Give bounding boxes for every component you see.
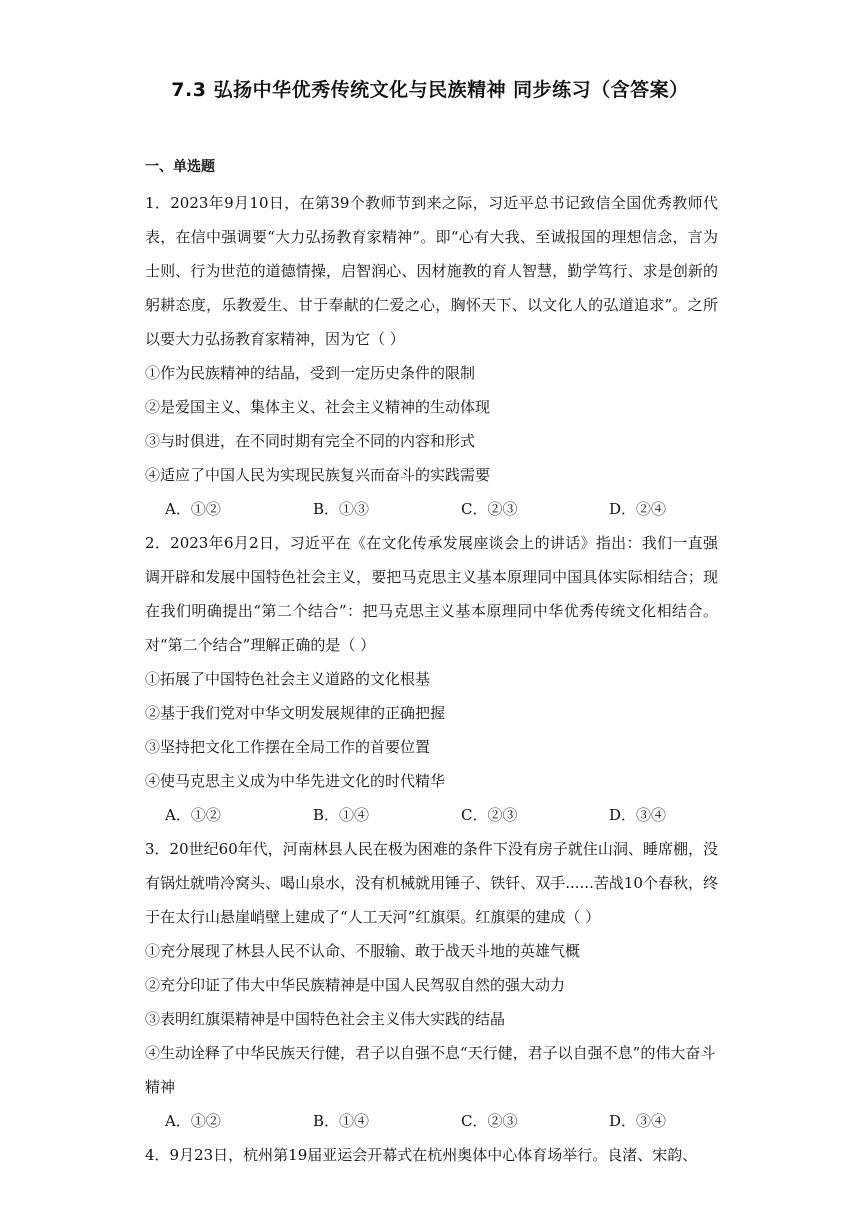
choice-a: A．①② (165, 806, 221, 824)
question-2 (145, 526, 718, 832)
question-option: ③表明红旗渠精神是中国特色社会主义伟大实践的结晶 (145, 1010, 506, 1028)
choice-b: B．①④ (313, 806, 370, 824)
choice-c: C．②③ (461, 1112, 518, 1130)
question-stem: 1．2023年9月10日，在第39个教师节到来之际，习近平总书记致信全国优秀教师代表，在信中强调要“大力弘扬教育家精神”。即“心有大我、至诚报国的理想信念，言为士则、行为世范的道德情操，启智润心、因材施教的育人智慧，勤学笃行、求是创新的躬耕态度，乐教爱生、甘于奉献的仁爱之心，胸怀天下、以文化人的弘道追求”。之所以要大力弘扬教育家精神，因为它（ ） (145, 194, 718, 348)
document-body (145, 154, 718, 1172)
question-stem: 4．9月23日，杭州第19届亚运会开幕式在杭州奥体中心体育场举行。良渚、宋韵、 (145, 1146, 698, 1164)
question-option: ②充分印证了伟大中华民族精神是中国人民驾驭自然的强大动力 (145, 976, 566, 994)
section-heading: 一、单选题 (145, 159, 215, 175)
choice-c: C．②③ (461, 500, 518, 518)
choice-a: A．①② (165, 1112, 221, 1130)
question-option: ④适应了中国人民为实现民族复兴而奋斗的实践需要 (145, 466, 491, 484)
question-3 (145, 832, 718, 1138)
choice-b: B．①③ (313, 500, 370, 518)
choice-d: D．②④ (609, 500, 667, 518)
question-option: ④生动诠释了中华民族天行健，君子以自强不息“天行健，君子以自强不息”的伟大奋斗精神 (145, 1044, 716, 1096)
choice-b: B．①④ (313, 1112, 370, 1130)
answer-choices (145, 798, 718, 832)
question-stem: 3．20世纪60年代，河南林县人民在极为困难的条件下没有房子就住山洞、睡席棚，没有锅灶就啃冷窝头、喝山泉水，没有机械就用锤子、铁钎、双手......苦战10个春秋，终于在太行山悬崖峭壁上建成了“人工天河”红旗渠。红旗渠的建成（ ） (145, 840, 718, 926)
question-option: ③与时俱进，在不同时期有完全不同的内容和形式 (145, 432, 476, 450)
question-1 (145, 186, 718, 526)
question-option: ①充分展现了林县人民不认命、不服输、敢于战天斗地的英雄气概 (145, 942, 581, 960)
question-option: ④使马克思主义成为中华先进文化的时代精华 (145, 772, 446, 790)
choice-d: D．③④ (609, 806, 667, 824)
question-option: ②是爱国主义、集体主义、社会主义精神的生动体现 (145, 398, 491, 416)
choice-c: C．②③ (461, 806, 518, 824)
question-option: ②基于我们党对中华文明发展规律的正确把握 (145, 704, 446, 722)
question-option: ①拓展了中国特色社会主义道路的文化根基 (145, 670, 431, 688)
question-stem: 2．2023年6月2日，习近平在《在文化传承发展座谈会上的讲话》指出：我们一直强调开辟和发展中国特色社会主义，要把马克思主义基本原理同中国具体实际相结合；现在我们明确提出“第二个结合”：把马克思主义基本原理同中华优秀传统文化相结合。对“第二个结合”理解正确的是（ ） (145, 534, 718, 654)
question-option: ①作为民族精神的结晶，受到一定历史条件的限制 (145, 364, 476, 382)
document-title: 7.3 弘扬中华优秀传统文化与民族精神 同步练习（含答案） (171, 79, 689, 101)
answer-choices (145, 492, 718, 526)
choice-a: A．①② (165, 500, 221, 518)
question-option: ③坚持把文化工作摆在全局工作的首要位置 (145, 738, 431, 756)
question-4 (145, 1138, 718, 1172)
answer-choices (145, 1104, 718, 1138)
choice-d: D．③④ (609, 1112, 667, 1130)
